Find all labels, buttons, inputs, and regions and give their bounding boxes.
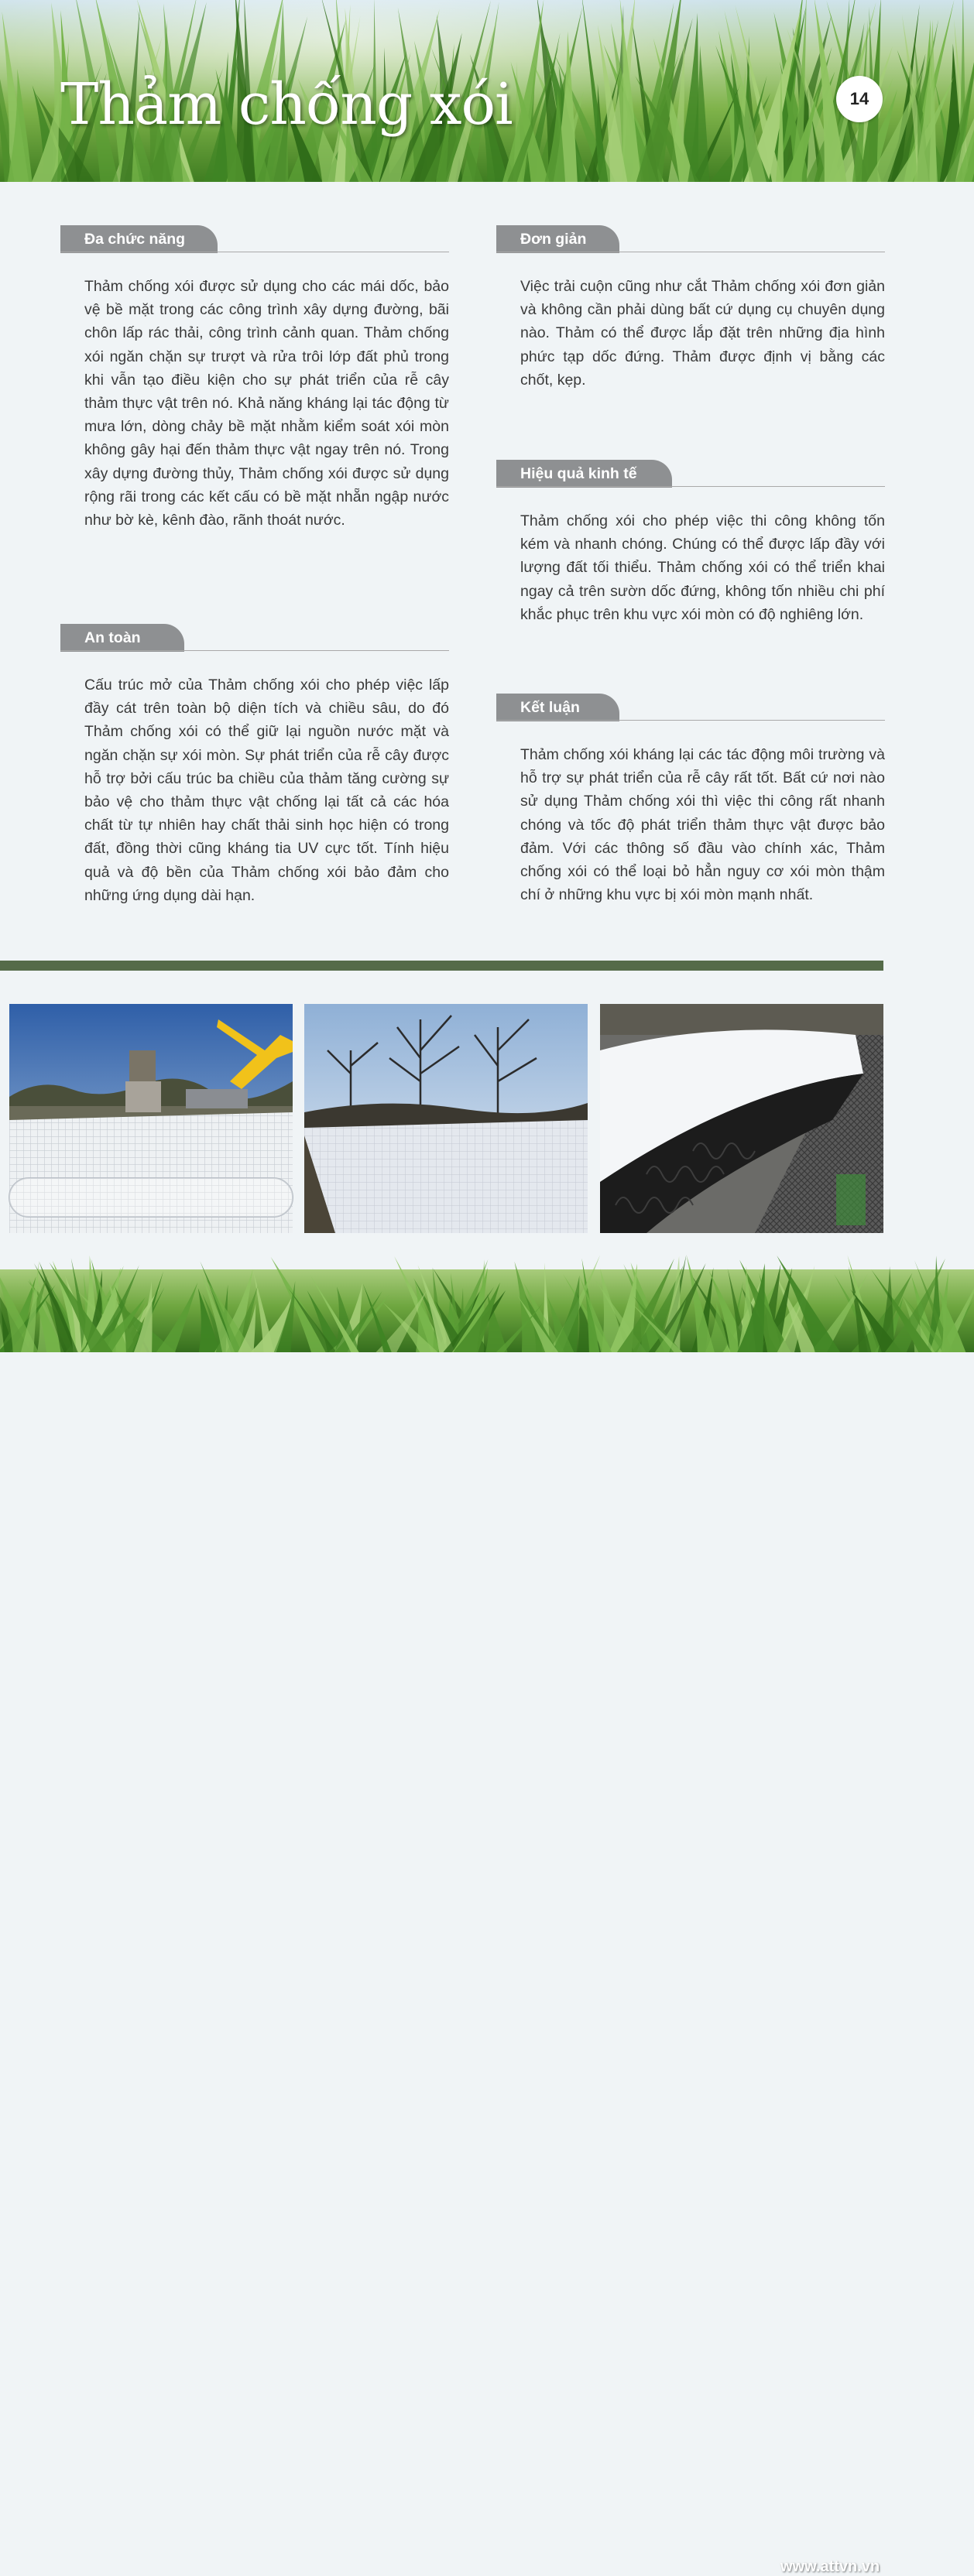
page-number-badge: 14: [836, 76, 883, 122]
section-multifunction: [60, 225, 449, 532]
photo-mat-closeup: [600, 1004, 883, 1233]
section-heading: An toàn: [60, 624, 184, 652]
header-banner: [0, 0, 974, 182]
heading-rule: [496, 720, 885, 721]
photo-construction-site: [9, 1004, 293, 1233]
heading-rule: [496, 486, 885, 487]
grass-image: [0, 1269, 974, 1352]
section-body: Việc trải cuộn cũng như cắt Thảm chống xói đơn giản và không cần phải dùng bất cứ dụng cụ chuyên dụng nào. Thảm có thể được lắp đặt trên những địa hình phức tạp dốc đứng. Thảm được định vị bằng các chốt, kẹp.: [520, 278, 885, 389]
section-body: Cấu trúc mở của Thảm chống xói cho phép việc lấp đầy cát trên toàn bộ diện tích và chiều sâu, do đó Thảm chống xói có thể giữ lại nguồn nước mặt và ngăn chặn sự xói mòn. Sự phát triển của rễ cây được hỗ trợ bởi cấu trúc ba chiều của thảm tăng cường sự bảo vệ cho thảm thực vật chống lại tất cả các hóa chất từ tự nhiên hay chất thải sinh học hiện có trong đất, đồng thời cũng kháng tia UV cực tốt. Tính hiệu quả và độ bền của Thảm chống xói bảo đảm cho những ứng dụng dài hạn.: [84, 677, 449, 904]
section-economic: [496, 460, 885, 626]
section-conclusion: [496, 694, 885, 906]
section-heading: Kết luận: [496, 694, 619, 721]
section-heading: Hiệu quả kinh tế: [496, 460, 672, 488]
section-heading: Đơn giản: [496, 225, 619, 253]
section-simple: [496, 225, 885, 392]
heading-rule: [60, 650, 449, 651]
website-link[interactable]: www.attvn.vn: [780, 2558, 880, 2575]
footer-banner: [0, 1269, 974, 2575]
section-safety: [60, 624, 449, 907]
section-heading: Đa chức năng: [60, 225, 218, 253]
photo-winter-slope: [304, 1004, 588, 1233]
section-body: Thảm chống xói được sử dụng cho các mái dốc, bảo vệ bề mặt trong các công trình xây dựng đường, bãi chôn lấp rác thải, công trình cảnh quan. Thảm chống xói ngăn chặn sự trượt và rửa trôi lớp đất phủ trong khi vẫn tạo điều kiện cho sự phát triển của rễ cây thảm thực vật trên nó. Khả năng kháng lại tác động từ mưa lớn, dòng chảy bề mặt nhằm kiểm soát xói mòn không gây hại đến thảm thực vật ngay trên nó. Trong xây dựng đường thủy, Thảm chống xói được sử dụng rộng rãi trong các kết cấu có bề mặt nhẵn ngập nước như bờ kè, kênh đào, rãnh thoát nước.: [84, 278, 449, 529]
section-body: Thảm chống xói cho phép việc thi công không tốn kém và nhanh chóng. Chúng có thể được lấp đầy với lượng đất tối thiểu. Thảm chống xói có thể triển khai ngay cả trên sườn dốc đứng, không tốn nhiều chi phí khắc phục trên khu vực xói mòn có độ nghiêng lớn.: [520, 512, 885, 623]
page-title: Thảm chống xói: [60, 71, 513, 138]
divider-band: [0, 961, 883, 971]
section-body: Thảm chống xói kháng lại các tác động môi trường và hỗ trợ sự phát triển của rễ cây rất tốt. Bất cứ nơi nào sử dụng Thảm chống xói thì việc thi công rất nhanh chóng và tốc độ phát triển thảm thực vật được bảo đảm. Với các thông số đầu vào chính xác, Thảm chống xói có thể loại bỏ hẳn nguy cơ xói mòn thậm chí ở những khu vực bị xói mòn mạnh nhất.: [520, 746, 885, 904]
